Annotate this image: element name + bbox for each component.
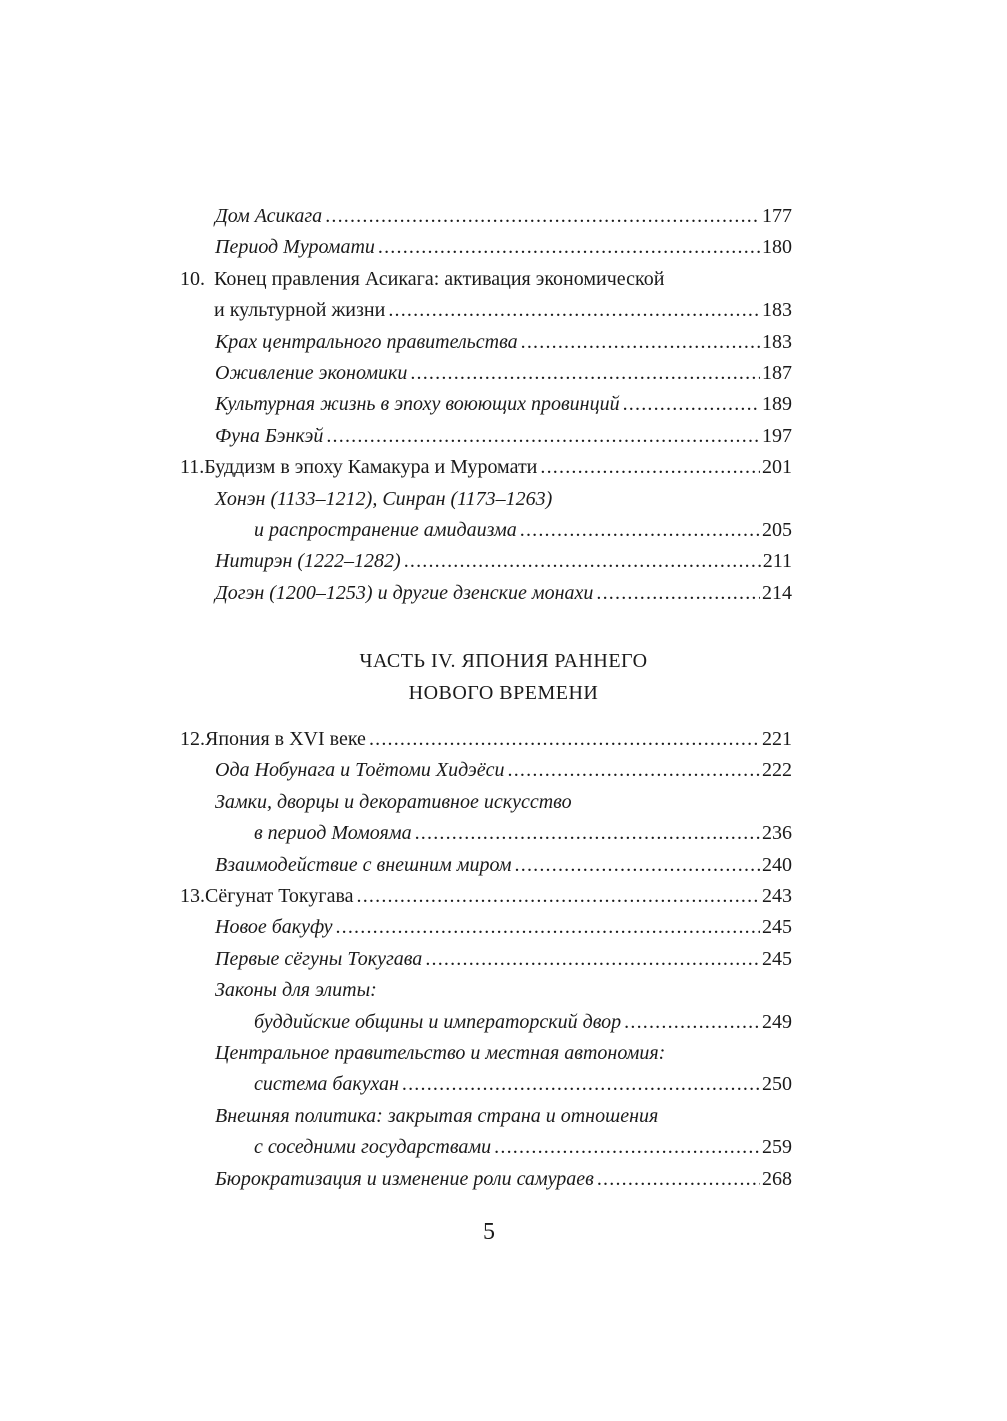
page-number: 5 (483, 1219, 495, 1245)
entry-title: Оживление экономики (215, 362, 408, 384)
toc-chapter-entry (180, 880, 792, 912)
entry-title: Взаимодействие с внешним миром (215, 853, 512, 876)
entry-page-number: 205 (762, 519, 792, 541)
entry-title: Крах центрального правительства (215, 330, 518, 353)
entry-title: и культурной жизни (214, 299, 386, 322)
dot-leader (326, 420, 760, 452)
entry-page-number: 197 (762, 424, 792, 447)
entry-title: с соседними государствами (254, 1136, 492, 1159)
dot-leader (378, 231, 760, 263)
entry-page-number: 245 (762, 916, 792, 939)
entry-page-number: 243 (762, 885, 792, 907)
entry-page-number: 177 (762, 205, 792, 227)
entry-page-number: 189 (762, 393, 792, 416)
toc-section-entry (215, 483, 552, 515)
chapter-number: 13. (180, 885, 205, 907)
toc-section-entry (215, 357, 792, 389)
part-heading-line-2: НОВОГО ВРЕМЕНИ (408, 682, 599, 704)
entry-page-number: 180 (762, 236, 792, 259)
dot-leader (494, 1131, 760, 1163)
part-heading-line-1: ЧАСТЬ IV. ЯПОНИЯ РАННЕГО (359, 650, 648, 672)
dot-leader (357, 880, 760, 912)
entry-title: и распространение амидаизма (254, 519, 517, 541)
entry-page-number: 249 (762, 1010, 792, 1033)
entry-page-number: 211 (762, 550, 792, 573)
toc-section-entry (215, 754, 792, 786)
toc-section-entry (215, 849, 792, 881)
dot-leader (623, 388, 760, 420)
toc-chapter-entry (180, 263, 664, 295)
entry-page-number: 222 (762, 759, 792, 782)
entry-page-number: 240 (762, 853, 792, 876)
entry-title: Буддизм в эпоху Камакура и Муромати (204, 456, 538, 479)
toc-section-entry (215, 577, 792, 609)
dot-leader (425, 943, 760, 975)
entry-page-number: 214 (762, 581, 792, 604)
entry-title: Период Муромати (215, 236, 375, 259)
entry-page-number: 201 (762, 456, 792, 479)
toc-section-entry (215, 786, 572, 818)
entry-title: Внешняя политика: закрытая страна и отношения (215, 1104, 659, 1127)
entry-title: Первые сёгуны Токугава (215, 947, 423, 970)
toc-section-entry (215, 1100, 658, 1132)
entry-title: буддийские общины и императорский двор (254, 1010, 622, 1033)
toc-chapter-entry (180, 723, 792, 755)
toc-section-entry-continued (254, 1006, 792, 1038)
entry-title: Япония в XVI веке (205, 728, 366, 750)
dot-leader (624, 1006, 760, 1038)
entry-title: Центральное правительство и местная автономия: (215, 1042, 666, 1064)
toc-section-entry (215, 231, 792, 263)
entry-page-number: 183 (762, 330, 792, 353)
entry-title: система бакухан (254, 1073, 399, 1096)
entry-title: Замки, дворцы и декоративное искусство (215, 790, 572, 813)
dot-leader (540, 451, 760, 483)
dot-leader (597, 1163, 760, 1195)
dot-leader (508, 754, 760, 786)
toc-section-entry (215, 200, 792, 232)
dot-leader (325, 200, 760, 232)
dot-leader (335, 911, 760, 943)
dot-leader (369, 723, 760, 755)
entry-title: Культурная жизнь в эпоху воюющих провинций (215, 393, 620, 416)
entry-page-number: 187 (762, 362, 792, 384)
dot-leader (515, 849, 760, 881)
dot-leader (402, 1068, 760, 1100)
dot-leader (388, 294, 760, 326)
toc-section-entry (215, 943, 792, 975)
toc-section-entry (215, 420, 792, 452)
chapter-number: 12. (180, 728, 205, 750)
toc-section-entry (215, 974, 377, 1006)
entry-title: Бюрократизация и изменение роли самураев (215, 1167, 594, 1190)
entry-page-number: 183 (762, 299, 792, 322)
entry-title: Законы для элиты: (215, 979, 377, 1002)
toc-section-entry (215, 388, 792, 420)
entry-page-number: 236 (762, 822, 792, 845)
chapter-number: 11. (180, 456, 205, 479)
entry-page-number: 259 (762, 1136, 792, 1159)
toc-section-entry-continued (254, 817, 792, 849)
dot-leader (596, 577, 760, 609)
entry-title: Догэн (1200–1253) и другие дзенские монахи (215, 581, 594, 604)
entry-title: Нитирэн (1222–1282) (215, 550, 401, 573)
dot-leader (404, 545, 761, 577)
toc-section-entry (215, 545, 792, 577)
entry-title: Фуна Бэнкэй (215, 424, 324, 447)
entry-page-number: 245 (762, 947, 792, 970)
toc-chapter-entry-continued (214, 294, 792, 326)
chapter-number: 10. (180, 267, 205, 290)
toc-section-entry (215, 326, 792, 358)
entry-title: Сёгунат Токугава (205, 885, 354, 907)
toc-section-entry (215, 911, 792, 943)
toc-section-entry (215, 1037, 665, 1069)
toc-section-entry-continued (254, 514, 792, 546)
entry-page-number: 250 (762, 1073, 792, 1096)
toc-chapter-entry (180, 451, 792, 483)
dot-leader (410, 357, 760, 389)
dot-leader (521, 326, 760, 358)
entry-title: в период Момояма (254, 822, 412, 845)
entry-title: Ода Нобунага и Тоётоми Хидэёси (215, 759, 505, 782)
dot-leader (520, 514, 760, 546)
entry-title: Новое бакуфу (215, 916, 333, 939)
entry-title: Конец правления Асикага: активация экономической (214, 267, 665, 290)
entry-title: Хонэн (1133–1212), Синран (1173–1263) (215, 487, 553, 510)
entry-page-number: 221 (762, 728, 792, 750)
toc-section-entry-continued (254, 1131, 792, 1163)
dot-leader (415, 817, 760, 849)
entry-title: Дом Асикага (215, 205, 323, 227)
toc-section-entry (215, 1163, 792, 1195)
entry-page-number: 268 (762, 1167, 792, 1190)
toc-section-entry-continued (254, 1068, 792, 1100)
